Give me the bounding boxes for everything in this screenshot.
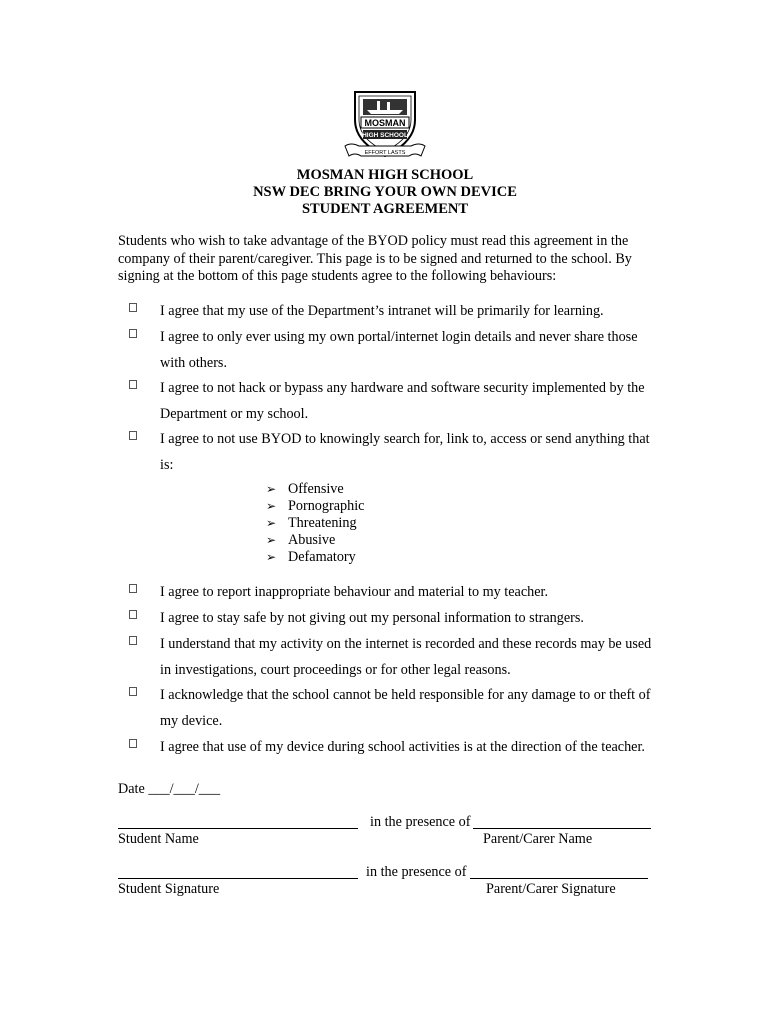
list-item-label: Defamatory (288, 549, 356, 565)
list-item-label: Offensive (288, 481, 344, 497)
presence-label: in the presence of (366, 864, 467, 880)
arrow-bullet-icon: ➢ (266, 533, 277, 547)
list-item (266, 498, 466, 515)
checkbox[interactable] (129, 380, 137, 389)
list-item (266, 481, 466, 498)
crest-motto-text: EFFORT LASTS (364, 150, 406, 156)
prohibited-content-list (266, 481, 466, 566)
agreement-text: I agree that use of my device during school activities is at the direction of the teacher. (160, 739, 645, 755)
checkbox[interactable] (129, 303, 137, 312)
arrow-bullet-icon: ➢ (266, 499, 277, 513)
student-name-label: Student Name (118, 831, 199, 847)
checkbox[interactable] (129, 687, 137, 696)
agreement-text: I agree to not use BYOD to knowingly search for, link to, access or send anything that is: (160, 431, 650, 473)
parent-name-line[interactable] (473, 828, 651, 829)
arrow-bullet-icon: ➢ (266, 516, 277, 530)
agreement-text: I agree that my use of the Department’s intranet will be primarily for learning. (160, 303, 604, 319)
list-item-label: Pornographic (288, 498, 365, 514)
list-item-label: Abusive (288, 532, 336, 548)
school-crest-logo (341, 86, 429, 162)
intro-paragraph: Students who wish to take advantage of the BYOD policy must read this agreement in the company of their parent/caregiver. This page is to be signed and returned to the school. By signing at the bottom of this page students agree to the following behaviours: (118, 233, 632, 284)
school-name-heading: MOSMAN HIGH SCHOOL (296, 167, 474, 183)
agreement-text: I agree to report inappropriate behaviour and material to my teacher. (160, 584, 549, 600)
checkbox[interactable] (129, 636, 137, 645)
list-item-label: Threatening (288, 515, 357, 531)
crest-name-text: MOSMAN (364, 118, 406, 128)
checkbox[interactable] (129, 584, 137, 593)
agreement-text: I agree to only ever using my own portal/internet login details and never share those with others. (160, 329, 638, 371)
date-field[interactable]: Date ___/___/___ (118, 781, 221, 797)
student-signature-line[interactable] (118, 878, 358, 879)
parent-name-label: Parent/Carer Name (483, 831, 593, 847)
agreement-text: I agree to stay safe by not giving out my personal information to strangers. (160, 610, 584, 626)
student-signature-label: Student Signature (118, 881, 220, 897)
agreement-text: I acknowledge that the school cannot be held responsible for any damage to or theft of my device. (160, 687, 651, 729)
checkbox[interactable] (129, 610, 137, 619)
parent-signature-label: Parent/Carer Signature (486, 881, 616, 897)
list-item (266, 549, 466, 566)
arrow-bullet-icon: ➢ (266, 550, 277, 564)
program-heading: NSW DEC BRING YOUR OWN DEVICE (253, 184, 517, 200)
crest-school-text: HIGH SCHOOL (362, 132, 408, 139)
list-item (266, 515, 466, 532)
agreement-heading: STUDENT AGREEMENT (301, 201, 469, 217)
checkbox[interactable] (129, 431, 137, 440)
parent-signature-line[interactable] (470, 878, 648, 879)
checkbox[interactable] (129, 739, 137, 748)
agreement-text: I understand that my activity on the internet is recorded and these records may be used in investigations, court proceedings or for other legal reasons. (160, 636, 652, 678)
list-item (266, 532, 466, 549)
arrow-bullet-icon: ➢ (266, 482, 277, 496)
checkbox[interactable] (129, 329, 137, 338)
presence-label: in the presence of (370, 814, 471, 830)
student-name-line[interactable] (118, 828, 358, 829)
agreement-text: I agree to not hack or bypass any hardware and software security implemented by the Department or my school. (160, 380, 645, 422)
